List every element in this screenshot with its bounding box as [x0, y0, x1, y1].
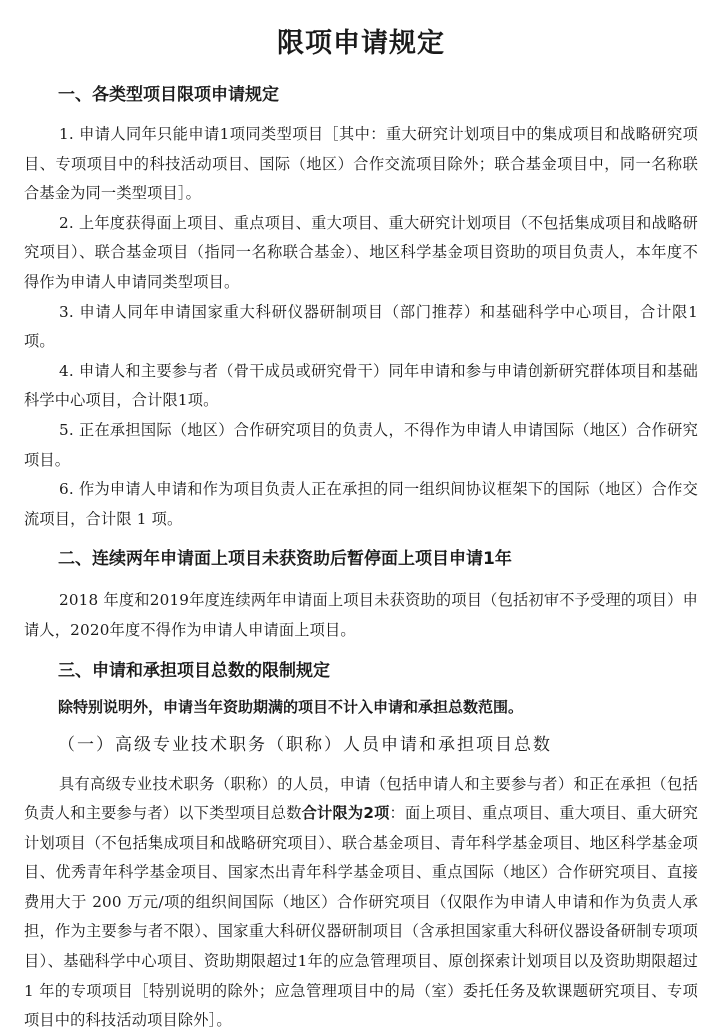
- section-3: [24, 656, 698, 1036]
- rule-item-4: 4. 申请人和主要参与者（骨干成员或研究骨干）同年申请和参与申请创新研究群体项目和基础科学中心项目，合计限1项。: [24, 361, 698, 410]
- section-3-body-start: 具有高级专业技术职务（职称）的人员，申请（包括申请人和主要参与者）和正在承担（包括负责人和主要参与者）以下类型项目总数: [24, 774, 698, 823]
- section-2-heading: 二、连续两年申请面上项目未获资助后暂停面上项目申请1年: [58, 549, 512, 570]
- rule-item-5: 5. 正在承担国际（地区）合作研究项目的负责人，不得作为申请人申请国际（地区）合作研究项目。: [24, 420, 698, 469]
- section-1: [24, 80, 698, 534]
- document-title: 限项申请规定: [277, 28, 445, 59]
- project-limit-highlight: 合计限为2项: [301, 804, 390, 823]
- section-3-body: [24, 770, 698, 1036]
- rule-item-6: 6. 作为申请人申请和作为项目负责人正在承担的同一组织间协议框架下的国际（地区）合作交流项目，合计限 1 项。: [24, 480, 698, 528]
- section-3-body-end: ：面上项目、重点项目、重大项目、重大研究计划项目（不包括集成项目和战略研究项目）、联合基金项目、青年科学基金项目、地区科学基金项目、优秀青年科学基金项目、国家杰出青年科学基金项目、重点国际（地区）合作研究项目、直接费用大于 200 万元/项的组织间国际（地区）合作研究项目（仅限作为申请人申请和作为负责人承担，作为主要参与者不限）、国家重大科研仪器研制项目（含承担国家重大科研仪器设备研制专项项目）、基础科学中心项目、资助期限超过1年的应急管理项目、原创探索计划项目以及资助期限超过 1 年的专项项目［特别说明的除外；应急管理项目中的局（室）委托任务及软课题研究项目、专项项目中的科技活动项目除外］。: [24, 804, 698, 1030]
- section-3-subheading: （一）高级专业技术职务（职称）人员申请和承担项目总数: [58, 734, 552, 755]
- rule-item-3: 3. 申请人同年申请国家重大科研仪器研制项目（部门推荐）和基础科学中心项目，合计限1项。: [24, 302, 698, 351]
- section-2-body: 2018 年度和2019年度连续两年申请面上项目未获资助的项目（包括初审不予受理的项目）申请人，2020年度不得作为申请人申请面上项目。: [24, 591, 698, 639]
- rule-item-1: 1. 申请人同年只能申请1项同类型项目［其中：重大研究计划项目中的集成项目和战略研究项目、专项项目中的科技活动项目、国际（地区）合作交流项目除外；联合基金项目中，同一名称联合基金为同一类型项目］。: [24, 125, 698, 203]
- rule-item-2: 2. 上年度获得面上项目、重点项目、重大项目、重大研究计划项目（不包括集成项目和战略研究项目）、联合基金项目（指同一名称联合基金）、地区科学基金项目资助的项目负责人，本年度不得作为申请人申请同类型项目。: [24, 213, 698, 291]
- section-3-note: 除特别说明外，申请当年资助期满的项目不计入申请和承担总数范围。: [58, 697, 524, 716]
- section-3-heading: 三、申请和承担项目总数的限制规定: [58, 660, 330, 681]
- section-2: [24, 544, 698, 645]
- section-1-heading: 一、各类型项目限项申请规定: [58, 85, 279, 105]
